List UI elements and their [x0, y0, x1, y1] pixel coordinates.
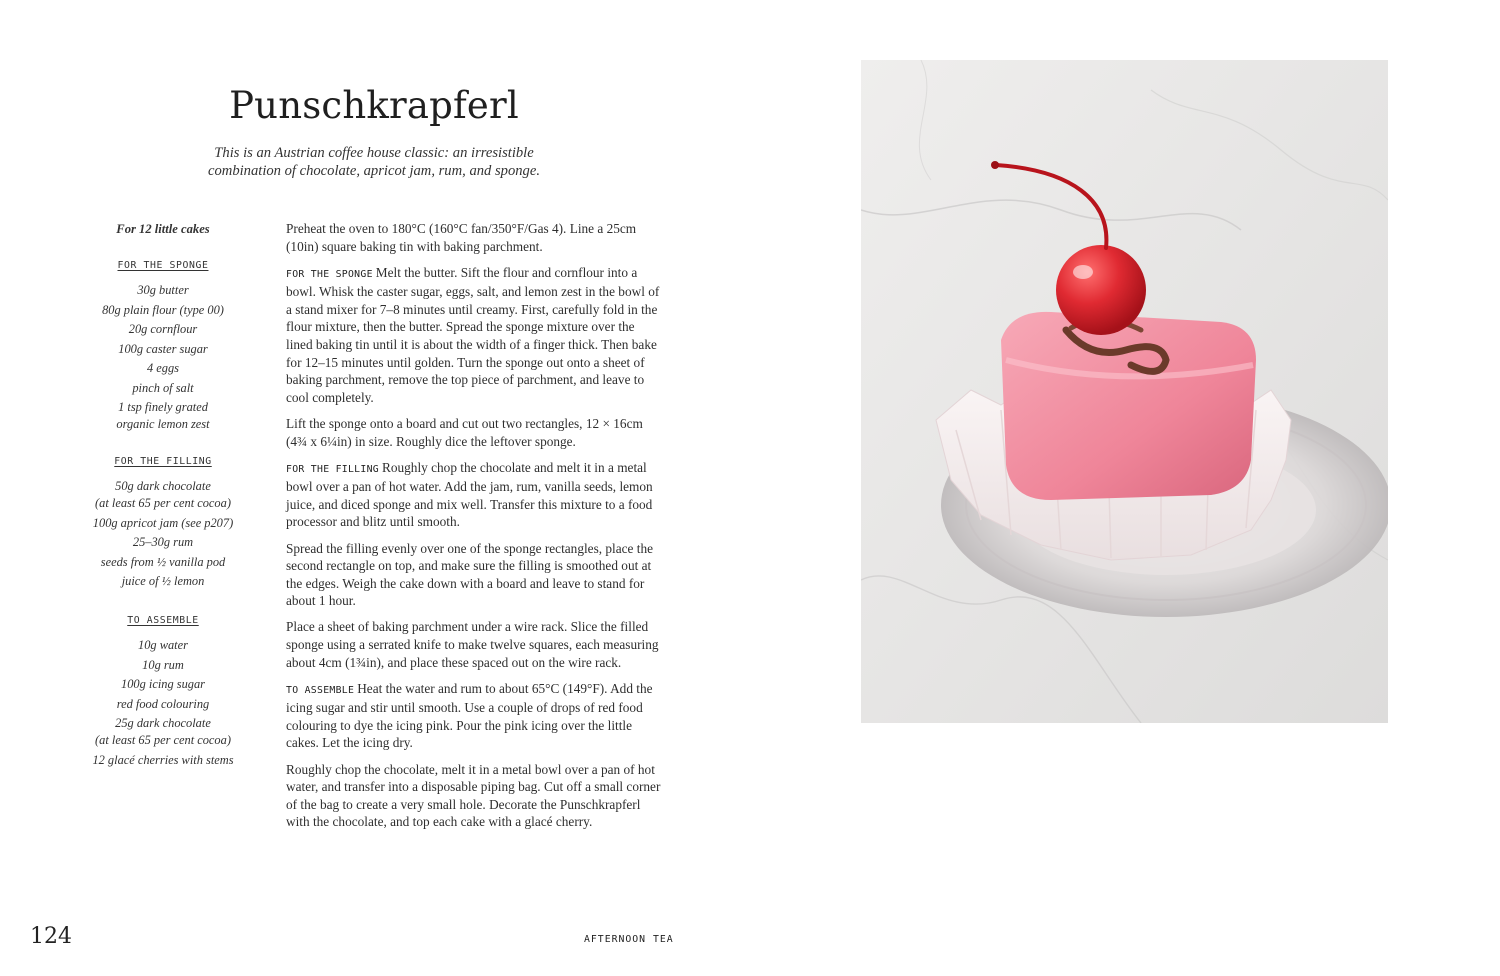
- intro-line-2: combination of chocolate, apricot jam, rum, and sponge.: [208, 163, 540, 179]
- ingredient-item: 30g butter: [137, 283, 189, 297]
- step-label: FOR THE FILLING: [286, 463, 379, 475]
- ingredient-line: 1 tsp finely grated: [118, 400, 208, 414]
- ingredient-item: 4 eggs: [146, 361, 179, 375]
- ingredient-line: (at least 65 per cent cocoa): [95, 495, 231, 510]
- ingredient-item: 10g water: [138, 638, 188, 652]
- step-text: Lift the sponge onto a board and cut out two rectangles, 12 × 16cm (4¾ x 6¼in) in size. Roughly dice the leftover sponge.: [286, 415, 643, 449]
- ingredient-item: [70, 715, 256, 749]
- section-heading-assemble: TO ASSEMBLE: [127, 614, 199, 626]
- punschkrapferl-cake-photo-icon: [861, 60, 1388, 723]
- ingredient-item: 25–30g rum: [132, 535, 194, 549]
- step-text: Spread the filling evenly over one of the sponge rectangles, place the second rectangle on top, and make sure the filling is smoothed out at the edges. Weigh the cake down with a board and leave to stand for about 1 hour.: [286, 540, 654, 609]
- ingredient-item: 10g rum: [142, 657, 184, 672]
- ingredient-line: (at least 65 per cent cocoa): [95, 733, 231, 747]
- ingredients-column: [70, 220, 256, 790]
- method-step: [286, 220, 662, 255]
- running-head: AFTERNOON TEA: [584, 934, 674, 945]
- intro-line-1: This is an Austrian coffee house classic: an irresistible: [214, 145, 534, 161]
- ingredient-item: 100g icing sugar: [121, 677, 205, 691]
- method-step: [286, 761, 662, 831]
- section-heading-sponge: FOR THE SPONGE: [117, 259, 209, 271]
- section-heading-filling: FOR THE FILLING: [114, 456, 212, 467]
- ingredient-line: 25g dark chocolate: [115, 716, 211, 730]
- method-step: [286, 415, 662, 450]
- ingredient-item: [70, 399, 256, 433]
- page-number: 124: [30, 924, 72, 949]
- recipe-title: Punschkrapferl: [229, 84, 519, 127]
- method-step: [286, 680, 662, 752]
- ingredient-item: 12 glacé cherries with stems: [92, 753, 234, 767]
- ingredient-item: 100g apricot jam (see p207): [92, 515, 234, 530]
- step-text: Melt the butter. Sift the flour and cornflour into a bowl. Whisk the caster sugar, eggs, salt, and lemon zest in the bowl of a stand mixer for 7–8 minutes until creamy. First, carefully fold in the flour mixture, then the butter. Spread the sponge mixture over the lined baking tin until it is about the width of a finger thick. Then bake for 12–15 minutes until golden. Turn the sponge out onto a sheet of baking parchment, remove the top piece of parchment, and leave to cool completely.: [286, 264, 660, 405]
- ingredient-item: seeds from ½ vanilla pod: [100, 554, 226, 569]
- step-text: Heat the water and rum to about 65°C (149°F). Add the icing sugar and stir until smooth. Use a couple of drops of red food colouring to dye the icing pink. Pour the pink icing over the little cakes. Let the icing dry.: [286, 680, 653, 751]
- ingredient-item: juice of ½ lemon: [121, 574, 205, 588]
- ingredient-item: 80g plain flour (type 00): [102, 302, 224, 317]
- cake-photo: [861, 60, 1388, 723]
- ingredient-item: pinch of salt: [132, 380, 194, 395]
- method-column: [286, 220, 662, 839]
- recipe-intro: [180, 144, 568, 180]
- ingredient-line: organic lemon zest: [116, 417, 210, 431]
- method-step: [286, 459, 662, 531]
- step-text: Place a sheet of baking parchment under a wire rack. Slice the filled sponge using a serrated knife to make twelve squares, each measuring about 4cm (1¾in), and place these spaced out on the wire rack.: [286, 619, 659, 670]
- ingredient-line: 50g dark chocolate: [115, 478, 211, 493]
- step-label: TO ASSEMBLE: [286, 684, 355, 696]
- ingredient-list-assemble: [70, 636, 256, 771]
- method-step: [286, 540, 662, 610]
- ingredient-item: [70, 478, 256, 512]
- step-text: Roughly chop the chocolate and melt it in a metal bowl over a pan of hot water. Add the jam, rum, vanilla seeds, lemon juice, and diced sponge and mix well. Transfer this mixture to a food processor and blitz until smooth.: [286, 459, 653, 530]
- ingredient-list-sponge: [70, 281, 256, 433]
- ingredient-item: red food colouring: [116, 696, 210, 711]
- yield-text: For 12 little cakes: [116, 222, 210, 236]
- step-text: Roughly chop the chocolate, melt it in a metal bowl over a pan of hot water, and transfer into a disposable piping bag. Cut off a small corner of the bag to create a very small hole. Decorate the Punschkrapferl with the chocolate, and top each cake with a glacé cherry.: [286, 761, 661, 830]
- ingredient-list-filling: [70, 478, 256, 592]
- ingredient-item: 100g caster sugar: [118, 341, 208, 356]
- step-label: FOR THE SPONGE: [286, 268, 373, 280]
- ingredient-item: 20g cornflour: [128, 322, 198, 336]
- step-text: Preheat the oven to 180°C (160°C fan/350°F/Gas 4). Line a 25cm (10in) square baking tin with baking parchment.: [286, 221, 637, 254]
- method-step: [286, 264, 662, 407]
- method-step: [286, 618, 662, 671]
